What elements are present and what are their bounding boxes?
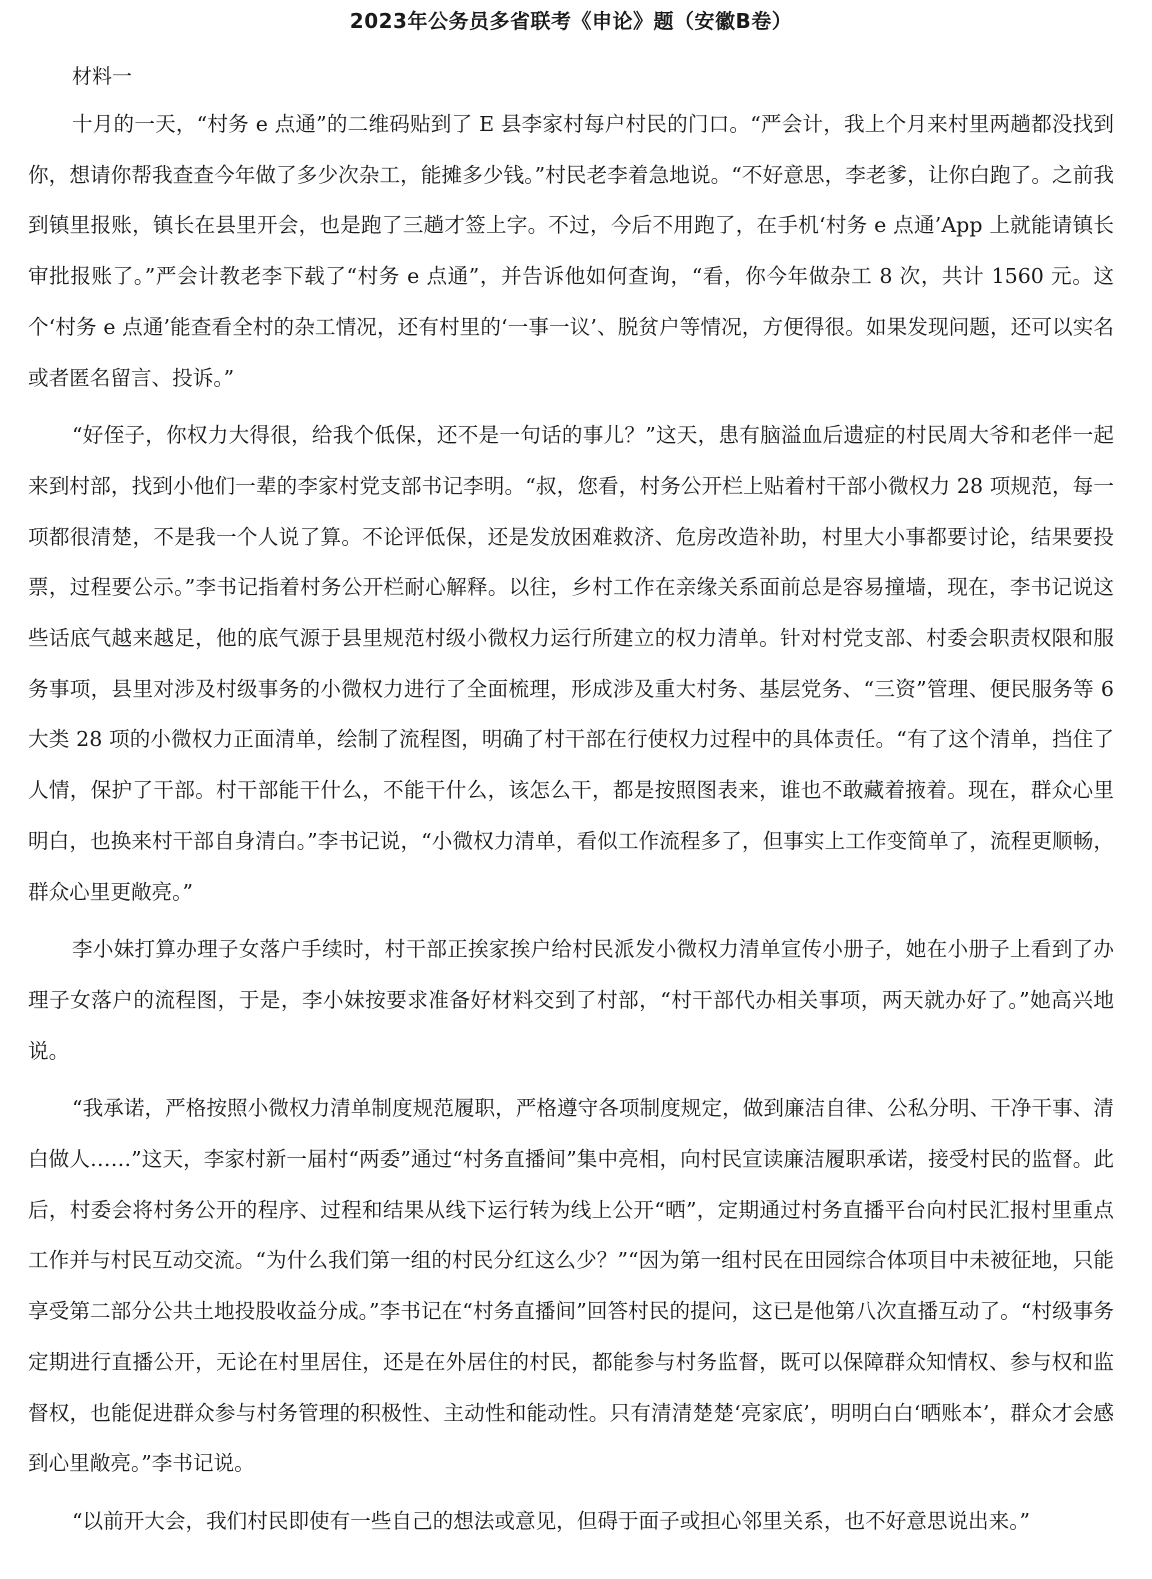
paragraph-1: 十月的一天，“村务 e 点通”的二维码贴到了 E 县李家村每户村民的门口。“严会计，我上个月来村里两趟都没找到你，想请你帮我查查今年做了多少次杂工，能摊多少钱。”村民老李着急地说。“不好意思，李老爹，让你白跑了。之前我到镇里报账，镇长在县里开会，也是跑了三趟才签上字。不过，今后不用跑了，在手机‘村务 e 点通’App 上就能请镇长审批报账了。”严会计教老李下载了“村务 e 点通”，并告诉他如何查询，“看，你今年做杂工 8 次，共计 1560 元。这个‘村务 e 点通’能查看全村的杂工情况，还有村里的‘一事一议’、脱贫户等情况，方便得很。如果发现问题，还可以实名或者匿名留言、投诉。”	[28, 112, 1115, 390]
paragraph-5: “以前开大会，我们村民即使有一些自己的想法或意见，但碍于面子或担心邻里关系，也不好意思说出来。”	[72, 1508, 1031, 1533]
paragraph-2: “好侄子，你权力大得很，给我个低保，还不是一句话的事儿？”这天，患有脑溢血后遗症的村民周大爷和老伴一起来到村部，找到小他们一辈的李家村党支部书记李明。“叔，您看，村务公开栏上贴着村干部小微权力 28 项规范，每一项都很清楚，不是我一个人说了算。不论评低保，还是发放困难救济、危房改造补助，村里大小事都要讨论，结果要投票，过程要公示。”李书记指着村务公开栏耐心解释。以往，乡村工作在亲缘关系面前总是容易撞墙，现在，李书记说这些话底气越来越足，他的底气源于县里规范村级小微权力运行所建立的权力清单。针对村党支部、村委会职责权限和服务事项，县里对涉及村级事务的小微权力进行了全面梳理，形成涉及重大村务、基层党务、“三资”管理、便民服务等 6 大类 28 项的小微权力正面清单，绘制了流程图，明确了村干部在行使权力过程中的具体责任。“有了这个清单，挡住了人情，保护了干部。村干部能干什么，不能干什么，该怎么干，都是按照图表来，谁也不敢藏着掖着。现在，群众心里明白，也换来村干部自身清白。”李书记说，“小微权力清单，看似工作流程多了，但事实上工作变简单了，流程更顺畅，群众心里更敞亮。”	[28, 423, 1114, 904]
paragraph-3: 李小妹打算办理子女落户手续时，村干部正挨家挨户给村民派发小微权力清单宣传小册子，她在小册子上看到了办理子女落户的流程图，于是，李小妹按要求准备好材料交到了村部，“村干部代办相关事项，两天就办好了。”她高兴地说。	[28, 937, 1114, 1063]
document-title: 2023年公务员多省联考《申论》题（安徽B卷）	[349, 9, 793, 33]
section-label: 材料一	[72, 64, 132, 88]
paragraph-4: “我承诺，严格按照小微权力清单制度规范履职，严格遵守各项制度规定，做到廉洁自律、公私分明、干净干事、清白做人……”这天，李家村新一届村“两委”通过“村务直播间”集中亮相，向村民宣读廉洁履职承诺，接受村民的监督。此后，村委会将村务公开的程序、过程和结果从线下运行转为线上公开“晒”，定期通过村务直播平台向村民汇报村里重点工作并与村民互动交流。“为什么我们第一组的村民分红这么少？”“因为第一组村民在田园综合体项目中未被征地，只能享受第二部分公共土地投股收益分成。”李书记在“村务直播间”回答村民的提问，这已是他第八次直播互动了。“村级事务定期进行直播公开，无论在村里居住，还是在外居住的村民，都能参与村务监督，既可以保障群众知情权、参与权和监督权，也能促进群众参与村务管理的积极性、主动性和能动性。只有清清楚楚‘亮家底’，明明白白‘晒账本’，群众才会感到心里敞亮。”李书记说。	[28, 1096, 1114, 1476]
